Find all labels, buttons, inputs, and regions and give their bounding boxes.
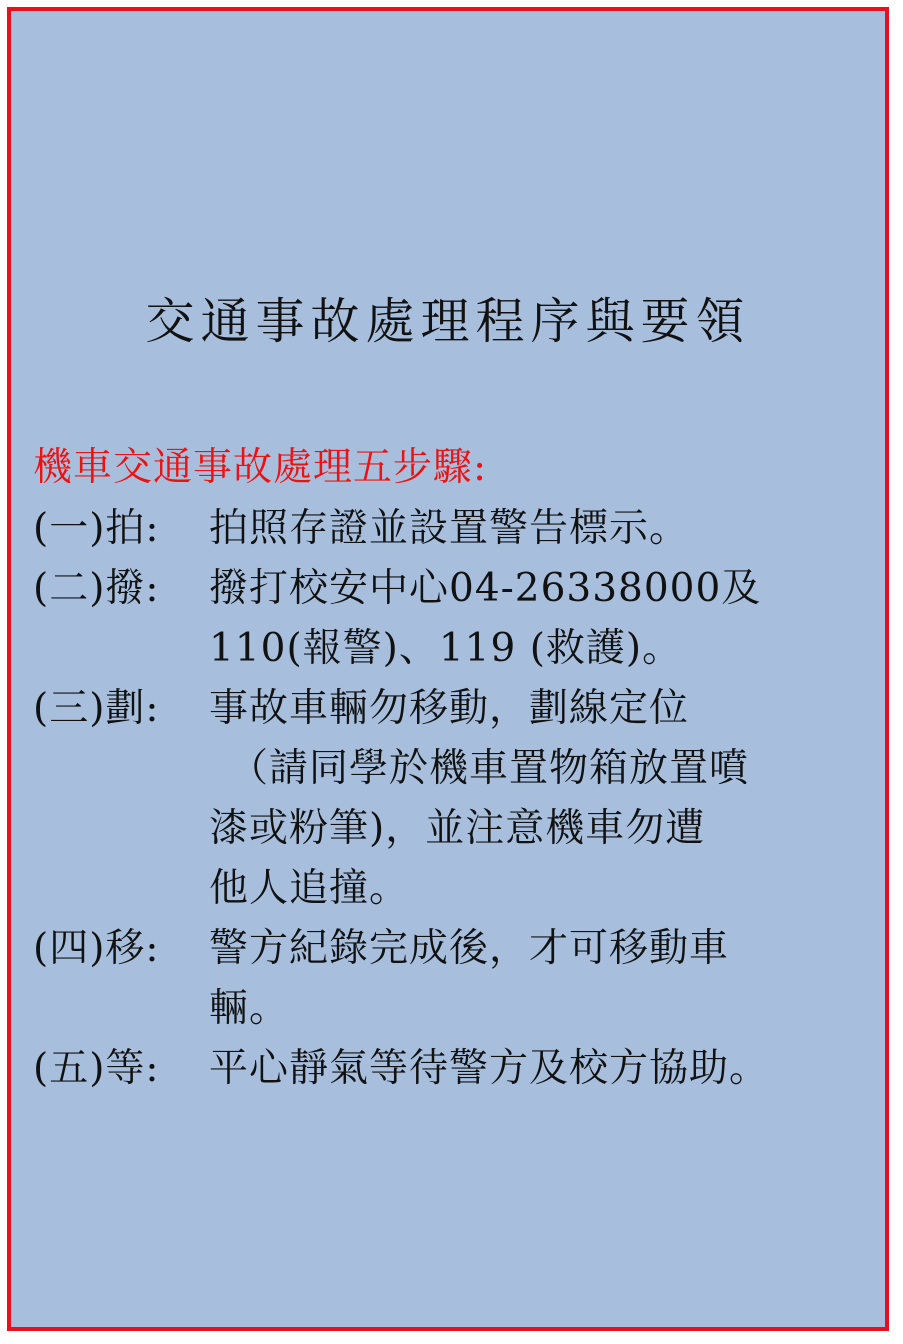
section-heading: 機車交通事故處理五步驟: [33, 445, 488, 490]
steps-list [33, 499, 885, 1099]
notice-poster [7, 7, 889, 1331]
step-label: (三)劃: [33, 686, 160, 731]
step-1 [33, 499, 885, 559]
step-text: 撥打校安中心04-26338000及 [209, 566, 762, 611]
step-label: (二)撥: [33, 566, 160, 611]
step-label: (四)移: [33, 926, 160, 971]
step-text: 事故車輛勿移動，劃線定位 [209, 686, 690, 731]
step-4 [33, 919, 885, 1039]
step-text: 拍照存證並設置警告標示。 [209, 506, 690, 551]
step-text: 他人追撞。 [209, 866, 410, 911]
step-label: (一)拍: [33, 506, 160, 551]
step-text: 110(報警)、119 (救護)。 [209, 626, 683, 671]
step-2 [33, 559, 885, 679]
page-title: 交通事故處理程序與要領 [145, 293, 751, 350]
step-text: 警方紀錄完成後，才可移動車 [209, 926, 730, 971]
step-3 [33, 679, 885, 919]
step-text: 輛。 [209, 986, 290, 1031]
step-label: (五)等: [33, 1046, 160, 1091]
step-text: （請同學於機車置物箱放置噴 [229, 746, 750, 791]
step-text: 漆或粉筆)，並注意機車勿遭 [209, 806, 706, 851]
step-5 [33, 1039, 885, 1099]
step-text: 平心靜氣等待警方及校方協助。 [209, 1046, 770, 1091]
